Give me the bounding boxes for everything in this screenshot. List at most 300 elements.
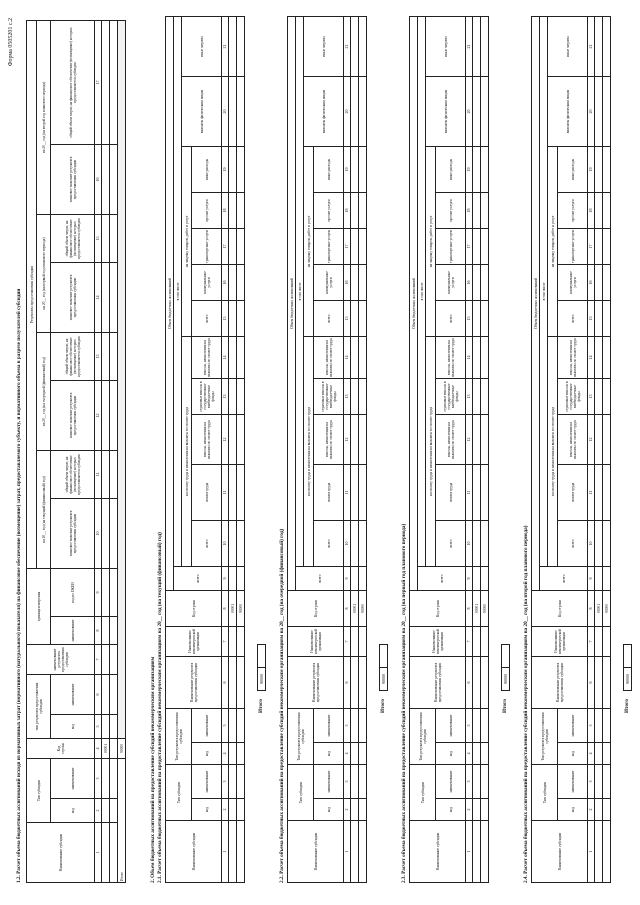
cell[interactable] [603, 821, 611, 883]
cell[interactable] [237, 821, 245, 883]
cell[interactable] [359, 520, 367, 566]
cell[interactable] [481, 626, 489, 656]
cell[interactable] [595, 708, 603, 742]
cell[interactable] [351, 414, 359, 464]
cell[interactable] [102, 144, 110, 214]
cell[interactable] [351, 821, 359, 883]
cell[interactable] [481, 336, 489, 378]
total-box [257, 644, 266, 691]
cell[interactable] [359, 821, 367, 883]
colnum: 8 [222, 590, 229, 626]
table-row [351, 16, 359, 882]
cell[interactable] [359, 228, 367, 264]
cell[interactable] [481, 300, 489, 336]
cell[interactable] [237, 336, 245, 378]
cell[interactable] [359, 764, 367, 798]
cell[interactable] [624, 645, 632, 668]
cell[interactable] [473, 264, 481, 300]
col-comm: коммунальные услуги [314, 264, 344, 300]
col-type-name: наименование [314, 764, 344, 798]
colnum: 19 [344, 146, 351, 192]
col-row: Код строки [410, 590, 466, 626]
colnum: 9 [222, 566, 229, 590]
cell[interactable] [102, 616, 110, 644]
cell[interactable] [229, 16, 237, 76]
cell[interactable] [351, 799, 359, 821]
col-salary: оплата труда [558, 464, 588, 520]
cell[interactable] [110, 674, 118, 714]
cell[interactable] [110, 714, 118, 738]
cell[interactable] [473, 336, 481, 378]
cell[interactable] [595, 192, 603, 228]
cell[interactable] [603, 228, 611, 264]
total-values [118, 20, 126, 738]
cell[interactable] [237, 146, 245, 192]
cell[interactable] [481, 414, 489, 464]
cell[interactable] [237, 16, 245, 76]
cell[interactable] [473, 708, 481, 742]
cell[interactable] [102, 674, 110, 714]
cell[interactable] [237, 228, 245, 264]
cell[interactable] [237, 742, 245, 764]
colnum: 15 [222, 300, 229, 336]
cell[interactable] [603, 626, 611, 656]
cell[interactable] [237, 300, 245, 336]
column-numbers-row [95, 20, 102, 882]
cell[interactable] [473, 464, 481, 520]
colnum: 3 [222, 764, 229, 798]
cell[interactable] [351, 708, 359, 742]
cell[interactable] [237, 656, 245, 708]
cell[interactable] [237, 464, 245, 520]
cell[interactable] [359, 264, 367, 300]
colnum: 14 [344, 336, 351, 378]
cell[interactable] [481, 16, 489, 76]
cell[interactable] [237, 264, 245, 300]
colnum: 12 [95, 380, 102, 450]
cell[interactable] [473, 146, 481, 192]
cell[interactable] [351, 656, 359, 708]
row-code: 90000 [359, 590, 367, 626]
cell[interactable] [229, 764, 237, 798]
cell[interactable] [595, 626, 603, 656]
cell[interactable] [481, 146, 489, 192]
col-other-pay: иные расходы [192, 146, 222, 192]
col-type: Тип субсидии [532, 764, 558, 820]
cell[interactable] [481, 228, 489, 264]
cell[interactable] [351, 264, 359, 300]
col-comm: коммунальные услуги [436, 264, 466, 300]
col-taxes: выплаты физическим лицам [548, 76, 588, 146]
col-code-2: код [192, 742, 222, 764]
cell[interactable] [110, 823, 118, 883]
colnum: 12 [588, 414, 595, 464]
form-code: Форма 0505201 с.2 [8, 18, 14, 67]
colnum: 13 [222, 378, 229, 414]
col-result: тип результата предоставления субсидии [27, 674, 51, 738]
cell[interactable] [603, 378, 611, 414]
colnum: 10 [588, 520, 595, 566]
cell[interactable] [502, 645, 510, 668]
cell[interactable] [229, 336, 237, 378]
colnum: 21 [588, 16, 595, 76]
cell[interactable] [603, 566, 611, 590]
cell[interactable] [237, 764, 245, 798]
cell[interactable] [351, 464, 359, 520]
cell[interactable] [237, 626, 245, 656]
colnum: 19 [466, 146, 473, 192]
col-code-2: код [436, 742, 466, 764]
cell[interactable] [351, 192, 359, 228]
colnum: 12 [466, 414, 473, 464]
cell[interactable] [237, 799, 245, 821]
colnum: 5 [466, 708, 473, 742]
cell[interactable] [473, 764, 481, 798]
cell[interactable] [110, 568, 118, 616]
cell[interactable] [481, 821, 489, 883]
colnum: 20 [222, 76, 229, 146]
cell[interactable] [351, 76, 359, 146]
cell[interactable] [603, 520, 611, 566]
total-label: Итого [380, 699, 386, 713]
table-1-2 [26, 20, 126, 883]
col-row: Код строки [166, 590, 222, 626]
cell[interactable] [473, 16, 481, 76]
cell[interactable] [229, 742, 237, 764]
colnum: 3 [95, 758, 102, 798]
cell[interactable] [229, 821, 237, 883]
cell[interactable] [481, 708, 489, 742]
cell[interactable] [351, 16, 359, 76]
cell[interactable] [595, 300, 603, 336]
cell[interactable] [603, 742, 611, 764]
cell[interactable] [351, 300, 359, 336]
col-type-name: наименование [192, 764, 222, 798]
column-numbers-row [466, 16, 473, 882]
cell[interactable] [595, 228, 603, 264]
colnum: 2 [222, 799, 229, 821]
col-other-serv: прочие услуги [558, 192, 588, 228]
cell[interactable] [237, 76, 245, 146]
cell[interactable] [351, 378, 359, 414]
group-volume: Объем бюджетных ассигнований [288, 16, 296, 590]
col-total: всего [174, 566, 222, 590]
cell[interactable] [351, 566, 359, 590]
cell[interactable] [481, 192, 489, 228]
cell[interactable] [473, 414, 481, 464]
row-code: 90000 [258, 668, 266, 691]
cell[interactable] [110, 380, 118, 450]
cell[interactable] [102, 799, 110, 823]
cell[interactable] [481, 378, 489, 414]
cell[interactable] [102, 568, 110, 616]
table-2-2-block [287, 21, 392, 883]
cell[interactable] [481, 76, 489, 146]
cell[interactable] [110, 20, 118, 144]
col-incl: в том числе [174, 16, 182, 566]
cell[interactable] [229, 264, 237, 300]
cell[interactable] [595, 764, 603, 798]
cell[interactable] [595, 464, 603, 520]
cell[interactable] [359, 742, 367, 764]
colnum: 15 [466, 300, 473, 336]
cell[interactable] [359, 464, 367, 520]
cell[interactable] [237, 192, 245, 228]
cell[interactable] [603, 656, 611, 708]
cell[interactable] [102, 823, 110, 883]
cell[interactable] [473, 192, 481, 228]
cell[interactable] [351, 146, 359, 192]
cell[interactable] [473, 228, 481, 264]
cell[interactable] [595, 378, 603, 414]
cell[interactable] [603, 146, 611, 192]
cell[interactable] [481, 264, 489, 300]
colnum: 18 [466, 192, 473, 228]
cell[interactable] [359, 656, 367, 708]
cell[interactable] [237, 378, 245, 414]
cell[interactable] [473, 821, 481, 883]
col-taxes: выплаты физическим лицам [304, 76, 344, 146]
cell[interactable] [229, 708, 237, 742]
colnum: 8 [344, 590, 351, 626]
colnum: 8 [95, 616, 102, 644]
col-recipient: Наименование субсидии [27, 823, 95, 883]
cell[interactable] [481, 764, 489, 798]
cell[interactable] [351, 742, 359, 764]
cell[interactable] [473, 742, 481, 764]
colnum: 6 [466, 656, 473, 708]
table-row [603, 16, 611, 882]
col-total-labor: всего [192, 520, 222, 566]
cell[interactable] [110, 214, 118, 262]
cell[interactable] [102, 644, 110, 674]
cell[interactable] [102, 498, 110, 568]
cell[interactable] [481, 656, 489, 708]
cell[interactable] [603, 708, 611, 742]
colnum: 1 [588, 821, 595, 883]
cell[interactable] [229, 799, 237, 821]
cell[interactable] [237, 708, 245, 742]
cell[interactable] [359, 626, 367, 656]
cell[interactable] [595, 414, 603, 464]
cell[interactable] [595, 16, 603, 76]
col-insur: страховые взносы в государственные внебюджетные фонды [436, 378, 466, 414]
cell[interactable] [603, 264, 611, 300]
cell[interactable] [359, 378, 367, 414]
cell[interactable] [110, 262, 118, 332]
colnum: 20 [344, 76, 351, 146]
cell[interactable] [351, 336, 359, 378]
cell[interactable] [110, 498, 118, 568]
col-res-name: Наименование результата предоставления субсидии [166, 656, 222, 708]
cell[interactable] [229, 76, 237, 146]
cell[interactable] [481, 566, 489, 590]
cell[interactable] [473, 799, 481, 821]
cell[interactable] [102, 758, 110, 798]
cell[interactable] [229, 146, 237, 192]
cell[interactable] [359, 799, 367, 821]
colnum: 17 [588, 228, 595, 264]
col-type: Тип субсидии [410, 764, 436, 820]
cell[interactable] [359, 708, 367, 742]
cell[interactable] [595, 520, 603, 566]
cell[interactable] [359, 76, 367, 146]
col-insur: страховые взносы в государственные внебюджетные фонды [558, 378, 588, 414]
cell[interactable] [595, 656, 603, 708]
cell[interactable] [603, 192, 611, 228]
heading-2-3: 2.3. Расчет объема бюджетных ассигнований на предоставление субсидий некоммерческим организациям на 20__ год (на первый год планового периода) [401, 523, 407, 883]
cell[interactable] [102, 450, 110, 498]
cell[interactable] [603, 336, 611, 378]
colnum: 7 [95, 644, 102, 674]
table-2-3 [409, 16, 489, 883]
cell[interactable] [351, 228, 359, 264]
cell[interactable] [473, 378, 481, 414]
cell[interactable] [481, 464, 489, 520]
cell[interactable] [351, 520, 359, 566]
cell[interactable] [603, 300, 611, 336]
cell[interactable] [359, 16, 367, 76]
row-code: 90000 [502, 668, 510, 691]
cell[interactable] [351, 626, 359, 656]
cell[interactable] [359, 336, 367, 378]
cell[interactable] [110, 644, 118, 674]
col-accr: взносы, начисления на выплаты по оплате труда [314, 414, 344, 464]
cell[interactable] [473, 626, 481, 656]
cell[interactable] [258, 645, 266, 668]
row-code: 90000 [380, 668, 388, 691]
heading-2-1: 2.1. Расчет объема бюджетных ассигнований на предоставление субсидий некоммерческим организациям на 20__ год (на текущий (финансовый) год) [157, 532, 163, 883]
col-code-2: код [51, 714, 95, 738]
col-org: Наименование некоммерческой организации [410, 626, 466, 656]
cell[interactable] [481, 520, 489, 566]
cell[interactable] [229, 520, 237, 566]
total-box [623, 644, 632, 691]
col-total: всего [296, 566, 344, 590]
cell[interactable] [237, 414, 245, 464]
cell[interactable] [603, 414, 611, 464]
colnum: 4 [95, 738, 102, 758]
col-total: всего [418, 566, 466, 590]
table-row [102, 20, 110, 882]
col-accr-2: взносы, начисления на выплаты по оплате труда [192, 336, 222, 378]
colnum: 1 [222, 821, 229, 883]
cell[interactable] [237, 520, 245, 566]
cell[interactable] [102, 380, 110, 450]
cell[interactable] [229, 414, 237, 464]
cell[interactable] [595, 76, 603, 146]
cell[interactable] [229, 626, 237, 656]
colnum: 6 [222, 656, 229, 708]
cell[interactable] [229, 566, 237, 590]
col-incl: в том числе [540, 16, 548, 566]
col-type-name: наименование [436, 764, 466, 798]
cell[interactable] [229, 378, 237, 414]
cell[interactable] [595, 742, 603, 764]
cell[interactable] [473, 300, 481, 336]
col-taxes: выплаты физическим лицам [426, 76, 466, 146]
cell[interactable] [473, 520, 481, 566]
colnum: 8 [588, 590, 595, 626]
col-total-labor: всего [436, 520, 466, 566]
colnum: 15 [95, 214, 102, 262]
col-other-pay: иные расходы [314, 146, 344, 192]
cell[interactable] [110, 758, 118, 798]
cell[interactable] [595, 821, 603, 883]
col-incl: в том числе [418, 16, 426, 566]
cell[interactable] [481, 799, 489, 821]
cell[interactable] [473, 566, 481, 590]
col-accr-2: взносы, начисления на выплаты по оплате труда [314, 336, 344, 378]
cell[interactable] [229, 228, 237, 264]
cell[interactable] [237, 566, 245, 590]
cell[interactable] [110, 332, 118, 380]
colnum: 14 [588, 336, 595, 378]
cell[interactable] [359, 300, 367, 336]
cell[interactable] [380, 645, 388, 668]
cell[interactable] [229, 464, 237, 520]
cell[interactable] [603, 764, 611, 798]
cell[interactable] [595, 264, 603, 300]
colnum: 2 [466, 799, 473, 821]
cell[interactable] [351, 764, 359, 798]
cell[interactable] [102, 214, 110, 262]
colnum: 9 [466, 566, 473, 590]
cell[interactable] [110, 450, 118, 498]
colnum: 13 [95, 332, 102, 380]
colnum: 16 [466, 264, 473, 300]
cell[interactable] [595, 146, 603, 192]
table-row [595, 16, 603, 882]
cell[interactable] [359, 566, 367, 590]
cell[interactable] [473, 76, 481, 146]
col-other: иные затраты [548, 16, 588, 76]
col-goods: на закупку товаров, работ и услуг [182, 146, 192, 336]
colnum: 19 [588, 146, 595, 192]
cell[interactable] [595, 799, 603, 821]
colnum: 4 [588, 742, 595, 764]
cell[interactable] [229, 656, 237, 708]
col-salary: оплата труда [436, 464, 466, 520]
cell[interactable] [603, 16, 611, 76]
table-2-1-block [165, 21, 270, 883]
cell[interactable] [110, 616, 118, 644]
cell[interactable] [110, 799, 118, 823]
colnum: 14 [466, 336, 473, 378]
cell[interactable] [603, 76, 611, 146]
colnum: 4 [466, 742, 473, 764]
cell[interactable] [102, 714, 110, 738]
heading-2: 2. Объем бюджетных ассигнований на предоставление субсидий некоммерческим организациям [150, 656, 156, 883]
cell[interactable] [595, 566, 603, 590]
cell[interactable] [603, 464, 611, 520]
cell[interactable] [603, 799, 611, 821]
cell[interactable] [481, 742, 489, 764]
cell[interactable] [595, 336, 603, 378]
col-insur: страховые взносы в государственные внебюджетные фонды [192, 378, 222, 414]
cell[interactable] [473, 656, 481, 708]
cell[interactable] [229, 300, 237, 336]
cell[interactable] [229, 192, 237, 228]
cell[interactable] [359, 192, 367, 228]
cell[interactable] [359, 146, 367, 192]
cell[interactable] [102, 262, 110, 332]
cell[interactable] [102, 20, 110, 144]
cell[interactable] [102, 332, 110, 380]
cell[interactable] [110, 144, 118, 214]
cell[interactable] [359, 414, 367, 464]
col-result-name: наименование результата предоставления субсидии [27, 644, 95, 674]
